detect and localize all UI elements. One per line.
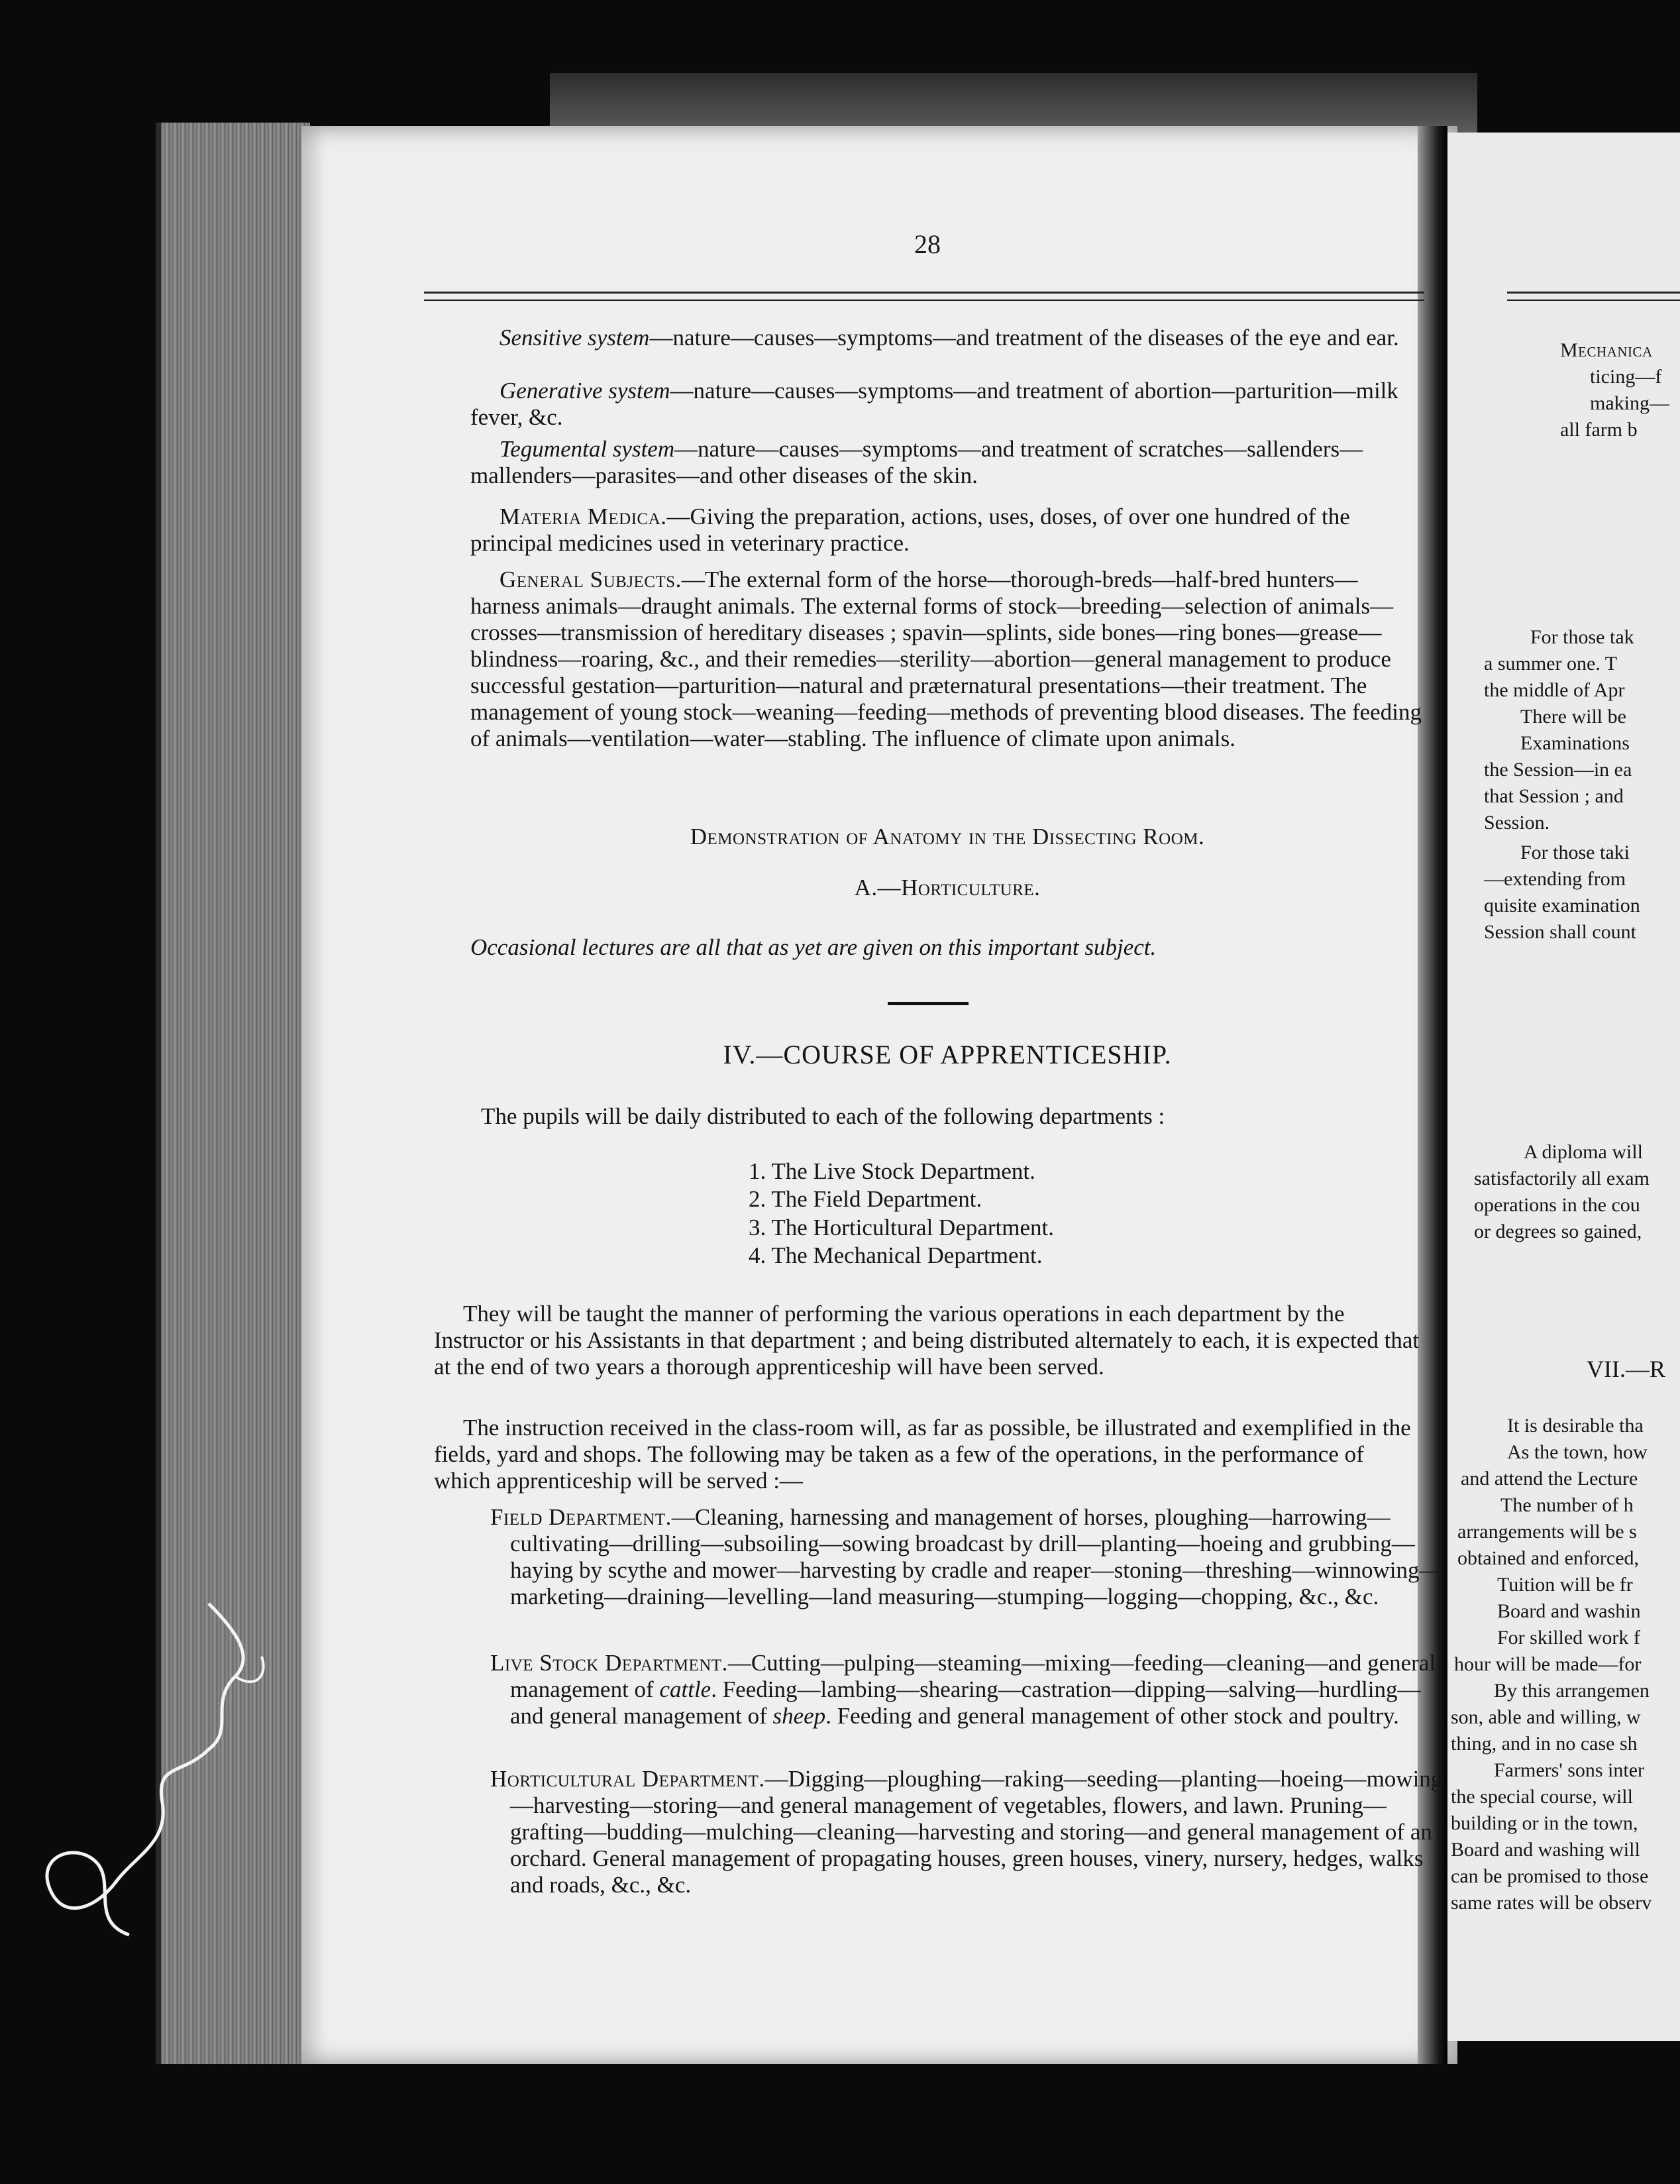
department-item: 2. The Field Department. — [749, 1186, 982, 1212]
section-divider — [888, 1002, 969, 1005]
right-page-line: A diploma will — [1524, 1141, 1643, 1163]
right-page-line: building or in the town, — [1451, 1812, 1638, 1834]
right-page-line: son, able and willing, w — [1451, 1706, 1641, 1728]
header-rule-bottom — [424, 300, 1424, 301]
right-page-line: By this arrangemen — [1494, 1680, 1650, 1702]
right-page-line: that Session ; and — [1484, 785, 1624, 807]
department-item: 1. The Live Stock Department. — [749, 1158, 1035, 1184]
right-page-line: Board and washing will — [1451, 1839, 1640, 1861]
right-page-line: Farmers' sons inter — [1494, 1759, 1645, 1781]
paragraph-general-subjects — [470, 567, 1424, 752]
right-page-line: For skilled work f — [1497, 1627, 1640, 1649]
right-page-line: Session. — [1484, 812, 1550, 834]
right-header-rule — [1507, 292, 1680, 294]
detail-label: Horticultural Department. — [490, 1766, 765, 1792]
right-page-line: arrangements will be s — [1457, 1521, 1637, 1543]
paragraph-text: —The external form of the horse—thorough-breds—half-bred hunters—harness animals—draught animals. The external forms of stock—breeding—selection of animals—crosses—transmission of hereditary diseases ; spavin—splints, side bones—ring bones—grease—blindness—roaring, &c., and their remedies—sterility—abortion—general management to produce successful gestation—parturition—natural and præternatural presentations—their treatment. The management of young stock—weaning—feeding—methods of preventing blood diseases. The feeding of animals—ventilation—water—stabling. The influence of climate upon animals. — [470, 567, 1422, 751]
right-page-line: satisfactorily all exam — [1474, 1168, 1650, 1189]
paragraph-sensitive-system — [470, 325, 1424, 351]
right-page-line: For those taki — [1520, 842, 1630, 863]
right-page-line: It is desirable tha — [1507, 1415, 1644, 1437]
right-page-line: Board and washin — [1497, 1600, 1641, 1622]
right-page-line: Examinations — [1520, 732, 1630, 754]
right-page-line: same rates will be observ — [1451, 1892, 1652, 1914]
right-page-line: the middle of Apr — [1484, 679, 1625, 701]
section-heading: IV.—COURSE OF APPRENTICESHIP. — [723, 1040, 1172, 1069]
right-page-line: can be promised to those — [1451, 1865, 1649, 1887]
field-department-detail — [490, 1504, 1444, 1610]
paragraph-label: General Subjects. — [499, 567, 682, 592]
right-page-line: Tuition will be fr — [1497, 1574, 1633, 1596]
right-page-line: VII.—R — [1587, 1356, 1665, 1382]
paragraph-text: —nature—causes—symptoms—and treatment of the diseases of the eye and ear. — [649, 325, 1399, 351]
right-page-line: There will be — [1520, 706, 1626, 728]
paragraph-generative-system — [470, 378, 1424, 431]
right-page-line: making— — [1590, 392, 1669, 414]
right-header-rule — [1507, 300, 1680, 301]
department-item: 4. The Mechanical Department. — [749, 1242, 1043, 1268]
horticultural-department-detail — [490, 1766, 1444, 1898]
stray-thread-artifact — [36, 1577, 315, 1948]
detail-emphasis: sheep — [772, 1703, 826, 1729]
right-page-line: the Session—in ea — [1484, 759, 1632, 781]
paragraph-label: Generative system — [499, 378, 670, 404]
detail-label: Field Department. — [490, 1504, 672, 1530]
detail-text: —Cutting—pulping—steaming—mixing—feeding—cleaning—and general management of — [510, 1650, 1436, 1702]
right-page-line: hour will be made—for — [1454, 1653, 1642, 1675]
paragraph-materia-medica — [470, 504, 1424, 557]
demonstration-heading: Demonstration of Anatomy in the Dissecting Room. — [690, 824, 1205, 849]
department-item: 3. The Horticultural Department. — [749, 1215, 1055, 1240]
paragraph-tegumental-system — [470, 436, 1424, 489]
detail-text: . Feeding and general management of other stock and poultry. — [825, 1703, 1399, 1729]
right-page-line: quisite examination — [1484, 895, 1640, 916]
right-page-line: obtained and enforced, — [1457, 1547, 1640, 1569]
page-number: 28 — [914, 229, 941, 259]
right-page-line: Mechanica — [1560, 339, 1653, 361]
paragraph-label: Sensitive system — [499, 325, 650, 351]
right-page-line: For those tak — [1530, 626, 1634, 648]
right-page-line: ticing—f — [1590, 366, 1662, 388]
right-page-line: or degrees so gained, — [1474, 1221, 1642, 1242]
paragraph-label: Materia Medica. — [499, 504, 667, 529]
right-page-line: The number of h — [1500, 1494, 1634, 1516]
right-page-line: thing, and in no case sh — [1451, 1733, 1638, 1755]
right-page-line: the special course, will — [1451, 1786, 1633, 1808]
right-page-line: operations in the cou — [1474, 1194, 1640, 1216]
paragraph-text: —nature—causes—symptoms—and treatment of abortion—parturition—milk fever, &c. — [470, 378, 1398, 430]
header-rule-top — [424, 292, 1424, 294]
right-page-line: Session shall count — [1484, 921, 1636, 943]
intro-line: The pupils will be daily distributed to each of the following departments : — [481, 1103, 1165, 1129]
paragraph-text: —Giving the preparation, actions, uses, doses, of over one hundred of the principal medicines used in veterinary practice. — [470, 504, 1350, 556]
detail-emphasis: cattle — [659, 1676, 711, 1702]
detail-text: —Digging—ploughing—raking—seeding—planting—hoeing—mowing—harvesting—storing—and general management of vegetables, flowers, and lawn. Pruning—grafting—budding—mulching—cleaning—harvesting and storing—and general management of an orchard. General management of propagating houses, green houses, vinery, nursery, hedges, walks and roads, &c., &c. — [510, 1766, 1443, 1898]
right-page — [1447, 133, 1680, 2041]
detail-text: . Feeding—lambing—shearing—castration—dipping—salving—hurdling—and general management of — [510, 1676, 1421, 1729]
paragraph-label: Tegumental system — [499, 436, 675, 462]
body-paragraph-2: The instruction received in the class-room will, as far as possible, be illustrated and exemplified in the fields, yard and shops. The following may be taken as a few of the operations, in the performance of which apprenticeship will be served :— — [434, 1415, 1411, 1494]
right-page-line: —extending from — [1484, 868, 1626, 890]
detail-label: Live Stock Department. — [490, 1650, 728, 1676]
horticulture-note: Occasional lectures are all that as yet are given on this important subject. — [470, 934, 1157, 960]
paragraph-text: —nature—causes—symptoms—and treatment of scratches—sallenders—mallenders—parasites—and other diseases of the skin. — [470, 436, 1363, 488]
detail-text: —Cleaning, harnessing and management of horses, ploughing—harrowing—cultivating—drilling—subsoiling—sowing broadcast by drill—planting—hoeing and grubbing—haying by scythe and mower—harvesting by cradle and reaper—stoning—threshing—winnowing—marketing—draining—levelling—land measuring—stumping—logging—chopping, &c., &c. — [510, 1504, 1443, 1610]
right-page-line: As the town, how — [1507, 1441, 1648, 1463]
right-page-line: and attend the Lecture — [1461, 1468, 1638, 1490]
body-paragraph-1: They will be taught the manner of performing the various operations in each department by the Instructor or his Assistants in that department ; and being distributed alternately to each, it is expected that at the end of two years a thorough apprenticeship will have been served. — [434, 1301, 1420, 1380]
right-page-line: all farm b — [1560, 419, 1638, 441]
live-stock-department-detail — [490, 1650, 1444, 1729]
horticulture-heading: A.—Horticulture. — [854, 875, 1041, 901]
right-page-line: a summer one. T — [1484, 653, 1618, 675]
